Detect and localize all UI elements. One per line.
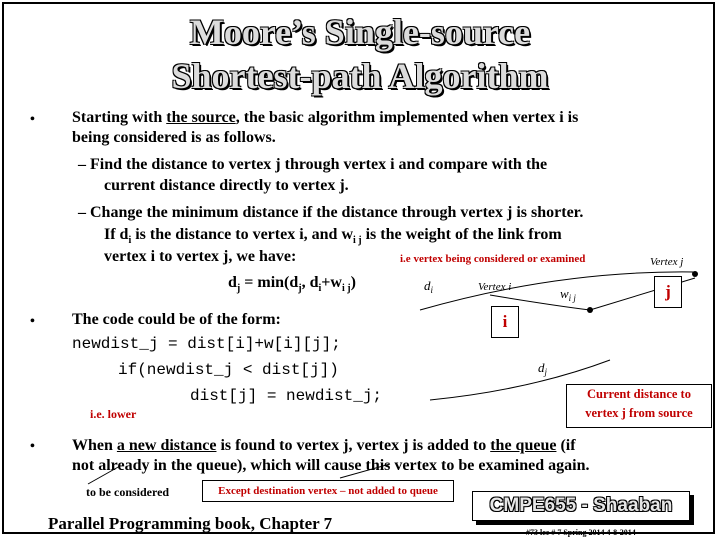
- di-label: $d_i$: [424, 278, 434, 295]
- subscript: i: [318, 283, 322, 295]
- new-distance-text: a new distance: [116, 437, 217, 454]
- footer-book-reference: Parallel Programming book, Chapter 7: [48, 514, 333, 533]
- annotation-to-be-considered: to be considered: [86, 485, 170, 499]
- course-badge: CMPE655 - Shaaban: [472, 491, 690, 521]
- text-segment: d: [228, 274, 237, 291]
- slide-title: [0, 10, 720, 98]
- vertex-i-box: i: [491, 306, 519, 338]
- arrow-line: [88, 466, 120, 484]
- subscript: i j: [353, 235, 362, 247]
- arrow-line: [340, 464, 390, 478]
- the-source-text: the source: [166, 109, 236, 126]
- text-segment: ): [350, 274, 356, 291]
- text-segment: (if: [556, 437, 576, 454]
- subscript: i j: [341, 283, 351, 295]
- text-segment: is the distance to vertex i, and w: [131, 226, 353, 243]
- subscript: j: [298, 283, 302, 295]
- sub-bullet-2-line-3: vertex i to vertex j, we have:: [104, 248, 297, 265]
- wij-label: $w_{i j}$: [560, 286, 576, 303]
- slide-meta: #73 lec # 7 Spring 2014 4-8-2014: [526, 528, 636, 537]
- title-line-2: Shortest-path Algorithm: [171, 56, 549, 96]
- annotation-lower: i.e. lower: [90, 407, 137, 421]
- code-line-2: if(newdist_j < dist[j]): [118, 361, 339, 379]
- bullet-3-line-1: [72, 436, 576, 456]
- code-line-3: dist[j] = newdist_j;: [190, 387, 383, 405]
- text-segment: is the weight of the link from: [361, 226, 562, 243]
- annotation-line: vertex j from source: [585, 406, 693, 420]
- bullet-marker: •: [30, 112, 35, 127]
- vertex-i-label: Vertex i: [478, 281, 512, 293]
- title-line-1: Moore’s Single-source: [189, 12, 531, 52]
- bullet-1-line-2: being considered is as follows.: [72, 129, 276, 146]
- vertex-j-dot: [692, 271, 698, 277]
- sub-bullet-2-line-1: – Change the minimum distance if the distance through vertex j is shorter.: [78, 204, 584, 221]
- bullet-2-line-1: The code could be of the form:: [72, 311, 281, 328]
- dj-label: $d_j$: [538, 360, 548, 377]
- sub-bullet-1-line-2: current distance directly to vertex j.: [104, 177, 349, 194]
- text-segment: Starting with: [72, 109, 167, 126]
- text-segment: When: [72, 437, 117, 454]
- text-segment: is found to vertex j, vertex j is added to: [216, 437, 491, 454]
- subscript: i: [128, 235, 132, 247]
- vertex-i-dot: [587, 307, 593, 313]
- bullet-marker: •: [30, 314, 35, 329]
- annotation-except-destination: Except destination vertex – not added to queue: [202, 480, 454, 502]
- annotation-vertex-considered: i.e vertex being considered or examined: [400, 253, 586, 265]
- queue-text: the queue: [490, 437, 557, 454]
- subscript: j: [236, 283, 241, 295]
- annotation-line: Current distance to: [587, 387, 691, 401]
- text-segment: , d: [301, 274, 319, 291]
- text-segment: If d: [104, 226, 129, 243]
- annotation-current-distance: [566, 384, 712, 428]
- text-segment: +w: [321, 274, 342, 291]
- text-segment: = min(d: [240, 274, 299, 291]
- code-line-1: newdist_j = dist[i]+w[i][j];: [72, 335, 341, 353]
- bullet-marker: •: [30, 439, 35, 454]
- bullet-1-line-1: [72, 108, 578, 128]
- vertex-j-label: Vertex j: [650, 256, 684, 268]
- formula: [228, 273, 356, 299]
- bullet-3-line-2: not already in the queue), which will cause this vertex to be examined again.: [72, 457, 590, 474]
- vertex-j-box: j: [654, 276, 682, 308]
- text-segment: , the basic algorithm implemented when vertex i is: [235, 109, 579, 126]
- sub-bullet-1-line-1: – Find the distance to vertex j through vertex i and compare with the: [78, 156, 548, 173]
